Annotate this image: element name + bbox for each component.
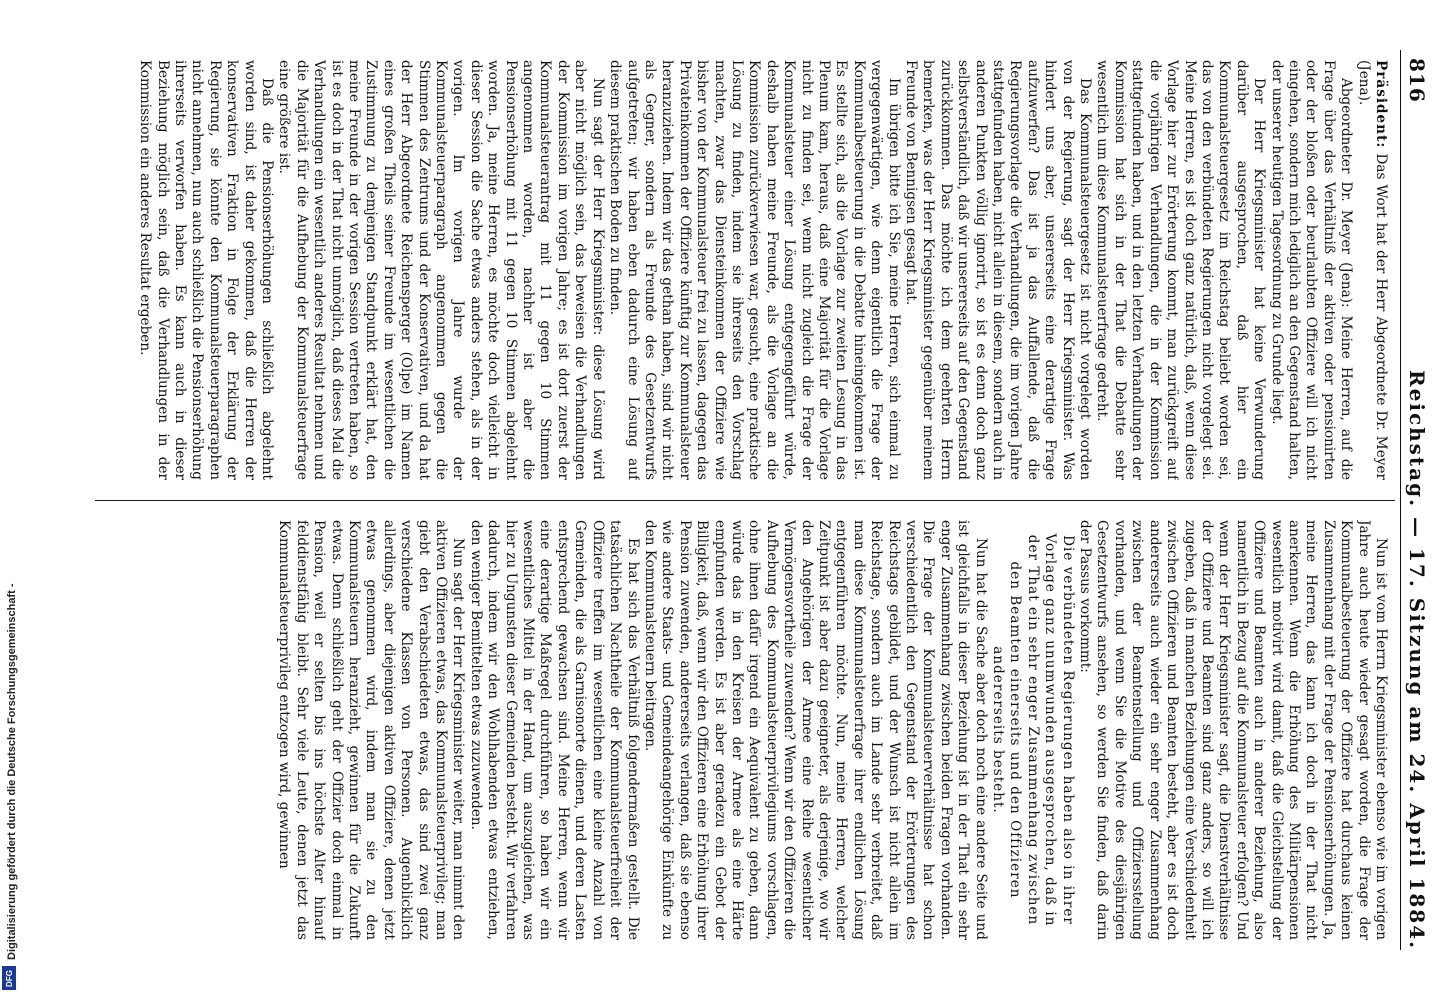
paragraph-text: Im übrigen bitte ich Sie, meine Herren, sich einmal zu vergegenwärtigen, wie denn eigentlich die Frage der Kommunalbesteuerung in die Debatte hineingekommen ist. Es stellte sich, als die Vorlage zur zweiten Lesung in das Plenum kam, heraus, daß eine Majorität für die Vorlage nicht zu finden sei, wenn nicht zugleich die Frage der Kommunalsteuer einer Lösung entgegengeführt würde, deshalb haben meine Freunde, als die Vorlage an die Kommission zurückverwiesen war, gesucht, eine praktische Lösung zu finden, indem sie ihrerseits den Vorschlag machten, zwar das Diensteinkommen der Offiziere wie bisher von der Kommunalsteuer frei zu lassen, dagegen das Privateinkommen der Offiziere künftig zur Kommunalsteuer heranzuziehen. Indem wir das gethan haben, sind wir nicht als Gegner, sondern als Freunde des Gesetzentwurfs aufgetreten; wir haben eben dadurch eine Lösung auf diesem praktischen Boden zu finden. [607,60,902,480]
paragraph [606,60,902,480]
paragraph [1354,60,1389,480]
paragraph [275,60,606,480]
dfg-logo-label: DFG [4,969,14,987]
footer-credit-text: Digitalisierung gefördert durch die Deutsche Forschungsgemeinschaft - [6,583,18,960]
paragraph-text: Nun sagt der Herr Kriegsminister weiter, man nimmt den aktiven Offizieren etwas, das Kommunalsteuerprivileg; man giebt den Verabschiedeten etwas, das sind zwei ganz verschiedene Klassen von Personen. Augenblicklich allerdings, aber diejenigen aktiven Offiziere, denen jetzt etwas genommen wird, indem man sie zu den Kommunalsteuern heranzieht, gewinnen für die Zukunft etwas. Denn schließlich geht der Offizier doch einmal in Pension, weil er selten bis ins höchste Alter hinauf felddienstfähig bleibt. Sehr viele Leute, denen jetzt das Kommunalsteuerprivileg entzogen wird, gewinnen [276,520,467,940]
page-header [1400,50,1432,950]
paragraph [989,520,1076,940]
left-column [89,60,1389,480]
funding-footer [0,0,22,1000]
paragraph [1267,60,1354,480]
paragraph-text: Die verbündeten Regierungen haben also in ihrer Vorlage ganz unumwunden ausgesprochen, daß in der That ein sehr enger Zusammenhang zwischen den Beamten einerseits und den Offizieren andererseits besteht. [990,533,1076,927]
paragraph-text: Nun ist vom Herrn Kriegsminister ebenso wie im vorigen Jahre auch heute wieder gesagt worden, die Frage der Kommunalbesteuerung der Offiziere hat durchaus keinen Zusammenhang mit der Frage der Pensionserhöhungen. Ja, meine Herren, das kann ich doch in der That nicht anerkennen. Wenn die Erhöhung des Militärpensionen wesentlich motivirt wird damit, daß die Gleichstellung der Offiziere und Beamten auch in anderer Beziehung, also namentlich in Bezug auf die Kommunalsteuer erfolgen? Und wenn der Herr Kriegsminister sagt, die Dienstverhältnisse der Offiziere und Beamten sind ganz anders, so will ich zugeben, daß in manchen Beziehungen eine Verschiedenheit zwischen Offizieren und Beamten besteht, aber es ist doch andererseits auch wieder ein sehr enger Zusammenhang zwischen der Beamtenstellung und Offiziersstellung vorhanden, und wenn Sie die Motive des diesjährigen Gesetzentwurfs ansehen, so werden Sie finden, daß darin der Passus vorkommt: [1077,520,1389,940]
paragraph-text: Nun hat die Sache aber doch noch eine andere Seite und ist gleichfalls in dieser Beziehung ist in der That ein sehr enger Zusammenhang zwischen beiden Fragen vorhanden. Die Frage der Kommunalsteuerverhältnisse hat schon verschiedentlich den Gegenstand der Erörterungen des Reichstags gebildet, und der Wunsch ist nicht allein im Reichstage, sondern auch im Lande sehr verbreitet, daß man diese Kommunalsteuerfrage ihrer endlichen Lösung entgegenführen möchte. Nun, meine Herren, welcher Zeitpunkt ist aber dazu geeigneter, als derjenige, wo wir den Angehörigen der Armee eine Reihe wesentlicher Vermögensvortheile zuwenden? Wenn wir den Offizieren die Aufhebung des Kommunalsteuerprivilegiums vorschlagen, ohne ihnen dafür irgend ein Aequivalent zu geben, dann würde das in den Kreisen der Armee als eine Härte empfunden werden. Es ist aber geradezu ein Gebot der Billigkeit, daß, wenn wir den Offizieren eine Erhöhung ihrer Pension zuwenden, andererseits verlangen, daß sie ebenso wie andere Staats- und Gemeindeangehörige Einkünfte zu den Kommunalsteuern beitragen. [641,520,989,940]
speaker-name: Präsident: [1373,60,1389,149]
dfg-logo-icon [2,966,16,990]
paragraph-text: Daß die Pensionserhöhungen schließlich abgelehnt worden sind, ist daher gekommen, daß die Herren der konservativen Fraktion in Folge der Erklärung der Regierung, sie könnte den Kommunalsteuerparagraphen nicht annehmen, nun auch schließlich die Pensionserhöhung ihrerseits verworfen haben. Es kann auch in dieser Beziehung möglich sein, daß die Verhandlungen in der Kommission ein anderes Resultat ergeben. [137,60,275,480]
paragraph [1076,520,1389,940]
paragraph-text: Das Wort hat der Herr Abgeordnete Dr. Meyer (Jena). [1355,60,1389,480]
page-number: 816 [1405,58,1429,103]
paragraph-text: Der Herr Kriegsminister hat keine Verwunderung darüber ausgesprochen, daß hier ein Kommunalsteuergesetz im Reichstag beliebt worden sei, das von den verbündeten Regierungen nicht vorgelegt sei. Meine Herren, es ist doch ganz natürlich, daß, wenn diese Vorlage hier zur Erörterung kommt, man zurückgreift auf die vorjährigen Verhandlungen, die in der Kommission stattgefunden haben, und in den letzten Verhandlungen der Kommission hat sich in der That die Debatte sehr wesentlich um diese Kommunalsteuerfrage gedreht. [1094,60,1268,480]
paragraph [641,520,989,940]
paragraph [275,520,466,940]
paragraph-text: Das Kommunalsteuergesetz ist nicht vorgelegt worden von der Regierung, sagt der Herr Kriegsminister. Was hindert uns aber, unsererseits eine derartige Frage aufzuwerfen? Das ist ja das Auffallende, daß die Regierungsvorlage die Verhandlungen, die im vorigen Jahre stattgefunden haben, nicht allein in diesem, sondern auch in anderen Punkten völlig ignorirt, so ist es denn doch ganz selbstverständlich, daß wir unsererseits auf den Gegenstand zurückkommen. Das möchte ich dem geehrten Herrn bemerken, was der Herr Kriegsminister gegenüber meinem Freunde von Bennigsen gesagt hat. [903,60,1094,480]
paragraph-text: Abgeordneter Dr. Meyer (Jena): Meine Herren, auf die Frage über das Verhältniß der aktiven oder pensionirten oder der bloßen oder beurlaubten Offiziere will ich nicht eingehen, sondern mich lediglich an den Gegenstand halten, der unserer heutigen Tagesordnung zu Grunde liegt. [1268,60,1355,480]
page-upright [75,50,1432,950]
scanned-page [75,50,1432,950]
column-divider [95,500,1395,501]
paragraph [902,60,1093,480]
paragraph [1093,60,1267,480]
paragraph [136,60,275,480]
paragraph-text: Es hat sich das Verhältniß folgendermaßen gestellt. Die tatsächlichen Nachtheile der Kommunalsteuerfreiheit der Offiziere treffen im wesentlichen eine kleine Anzahl von Gemeinden, die als Garnisonorte dienen, und deren Lasten entsprechend gewachsen sind. Meine Herren, wenn wir eine derartige Maßregel durchführen, so haben wir ein wesentliches Mittel in der Hand, um auszugleichen, was hier zu Ungunsten dieser Gemeinden besteht. Wir verfahren dadurch, indem wir den Wohlhabenden etwas entziehen, den weniger Bemittelten etwas zuzuwenden. [467,520,641,940]
right-column [89,520,1389,940]
paragraph [466,520,640,940]
paragraph-text: Nun sagt der Herr Kriegsminister: diese Lösung wird aber nicht möglich sein, das beweisen die Verhandlungen der Kommission im vorigen Jahre; es ist dort zuerst der Kommunalsteuerantrag mit 11 gegen 10 Stimmen angenommen worden, nachher ist aber die Pensionserhöhung mit 11 gegen 10 Stimmen abgelehnt worden. Ja, meine Herren, es möchte doch vielleicht in dieser Session die Sache etwas anders stehen, als in der vorigen. Im vorigen Jahre wurde der Kommunalsteuerparagraph angenommen gegen die Stimmen des Zentrums und der Konservativen, und da hat der Herr Abgeordnete Reichensperger (Olpe) im Namen eines großen Theils seiner Freunde im wesentlichen die Zustimmung zu demjenigen Standpunkt erklärt hat, den meine Freunde in der vorigen Session vertreten haben, so ist es doch in der That nicht unmöglich, daß dieses Mal die Verhandlungen ein wesentlich anderes Resultat nehmen und die Majorität für die Aufhebung der Kommunalsteuerfrage eine größere ist. [276,60,606,480]
running-title: Reichstag. — 17. Sitzung am 24. April 1884. [1405,370,1429,951]
